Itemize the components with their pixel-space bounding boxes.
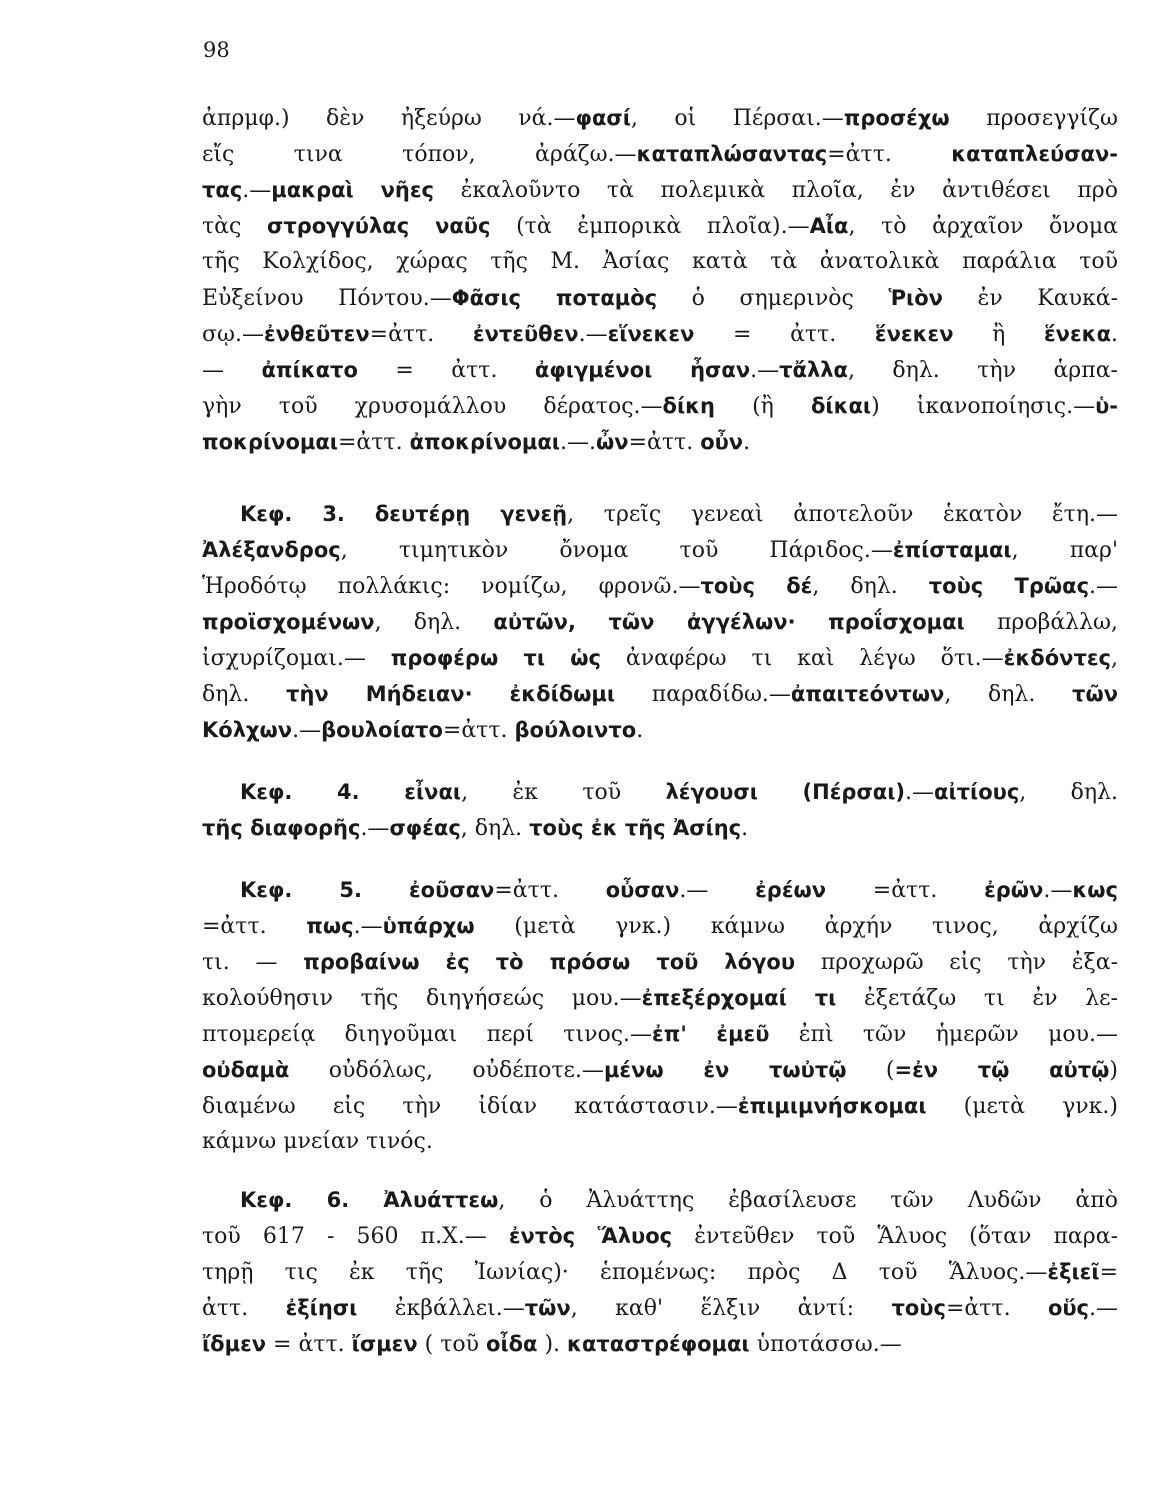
headword: μένω ἐν τωὐτῷ [603,1058,847,1082]
text-line [202,424,1118,460]
headword: αὐτῶν, τῶν ἀγγέλων· προΐσχομαι [493,610,965,634]
gloss-text: γὴν τοῦ χρυσομάλλου δέρατος.— [202,394,663,419]
headword: Κεφ. 4. εἶναι [240,780,462,804]
headword: οἶδα [486,1332,538,1356]
headword: στρογγύλας ναῦς [266,214,491,238]
gloss-text: . [1111,322,1118,347]
gloss-text: ἢ [953,322,1044,347]
gloss-text: τὰς [202,214,267,239]
gloss-text: =ἀττ. [494,878,606,903]
gloss-text: προσεγγίζω [949,106,1118,131]
gloss-text: ὁ σημερινὸς [657,286,889,311]
headword: ἴδμεν [202,1332,267,1356]
gloss-text: .— [1089,574,1118,599]
gloss-text: .— [1043,878,1073,903]
headword: ἀπίκατο [261,358,358,382]
gloss-text: = ἀττ. [694,322,875,347]
headword: τῆς διαφορῆς [202,816,361,840]
gloss-text: πτομερείᾳ διηγοῦμαι περί τινος.— [202,1022,653,1047]
gloss-text: εἴς τινα τόπον, ἀράζω.— [202,142,637,167]
headword: ἐπίσταμαι [892,538,1012,562]
gloss-text: τηρῇ τις ἐκ τῆς Ἰωνίας)· ἑπομένως: πρὸς Δ τοῦ Ἅλυος.— [202,1260,1048,1285]
glossary-section-chapter-3 [202,496,1118,748]
gloss-text: ἀπρμφ.) δὲν ἠξεύρω νά.— [202,106,576,131]
headword: ἐπεξέρχομαί τι [641,986,837,1010]
headword: Αἶα [809,214,849,238]
text-line [202,280,1118,316]
headword: προϊσχομένων [202,610,375,634]
text-line [202,640,1118,676]
headword: λέγουσι (Πέρσαι) [665,780,906,804]
gloss-text: .— [360,816,390,841]
gloss-text: ( τοῦ [417,1332,487,1357]
gloss-text: ἐκαλοῦντο τὰ πολεμικὰ πλοῖα, ἐν ἀντιθέσει πρὸ [434,178,1118,203]
text-line [202,100,1118,136]
headword: τοὺς [891,1296,946,1320]
text-line [202,388,1118,424]
headword: βούλοιντο [514,718,637,742]
gloss-text: κάμνω μνείαν τινός. [202,1129,433,1154]
headword: ἐξιεῖ [1047,1260,1100,1284]
text-line [202,980,1118,1016]
gloss-text: δηλ. [202,682,287,707]
text-line [202,496,1118,532]
headword: καταπλεύσαν- [951,142,1118,166]
gloss-text: (ἢ [715,394,811,419]
text-line [202,908,1118,944]
gloss-text: .— [750,358,780,383]
headword: οὐδαμὰ [202,1058,290,1082]
gloss-text: ἐξετάζω τι ἐν λε- [836,986,1118,1011]
gloss-text: =ἀττ. [337,430,410,455]
headword: Κόλχων [202,718,293,742]
headword: εἵνεκεν [607,322,695,346]
gloss-text: ) [1109,1058,1118,1083]
headword: τῶν [524,1296,571,1320]
gloss-text: τοῦ 617 - 560 π.Χ.— [202,1224,509,1249]
gloss-text: (μετὰ γνκ.) κάμνω ἀρχήν τινος, ἀρχίζω [474,914,1118,939]
text-line [202,1290,1118,1326]
text-line [202,604,1118,640]
headword: ἕνεκεν [874,322,954,346]
gloss-text: =ἀττ. [827,142,952,167]
text-line [202,1182,1118,1218]
gloss-text: προβάλλω, [964,610,1118,635]
headword: ἐρῶν [984,878,1044,902]
gloss-text: ἐκβάλλει.— [357,1296,525,1321]
gloss-text: =ἀττ. [202,914,307,939]
headword: πως [306,914,354,938]
gloss-text: (τὰ ἐμπορικὰ πλοῖα).— [490,214,810,239]
gloss-text: , δηλ. [944,682,1073,707]
headword: βουλοίατο [321,718,443,742]
gloss-text: =ἀττ. [945,1296,1048,1321]
gloss-text: , δηλ. [1019,780,1118,805]
gloss-text: ἀναφέρω τι καὶ λέγω ὅτι.— [600,646,1004,671]
headword: τἄλλα [779,358,848,382]
gloss-text: , παρ' [1011,538,1118,563]
gloss-text: .— [578,322,608,347]
text-line [202,872,1118,908]
gloss-text: ἐντεῦθεν τοῦ Ἅλυος (ὅταν παρα- [672,1224,1118,1249]
headword: κως [1072,878,1118,902]
headword: ὑπάρχω [382,914,475,938]
headword: ἀφιγμένοι ἦσαν [534,358,751,382]
text-line [202,1218,1118,1254]
headword: Ῥιὸν [888,286,943,310]
headword: ἐρέων [755,878,827,902]
gloss-text: Ἡροδότῳ πολλάκις: νομίζω, φρονῶ.— [202,574,701,599]
headword: σφέας [389,816,461,840]
headword: τὴν Μήδειαν· ἐκδίδωμι [286,682,616,706]
headword: ἐνθεῦτεν [263,322,370,346]
text-line [202,1124,1118,1160]
headword: ἴσμεν [351,1332,418,1356]
gloss-text: .— [1089,1296,1118,1321]
text-line [202,244,1118,280]
headword: ποκρίνομαι [202,430,338,454]
gloss-text: .—. [560,430,596,455]
headword: αἰτίους [934,780,1020,804]
gloss-text: διαμένω εἰς τὴν ἰδίαν κατάστασιν.— [202,1094,738,1119]
headword: ἐκδόντες [1003,646,1111,670]
text-line [202,676,1118,712]
text-line [202,208,1118,244]
glossary-section-intro [202,100,1118,460]
gloss-text: ἐν Καυκά- [942,286,1118,311]
text-line [202,1088,1118,1124]
headword: ἐντεῦθεν [472,322,579,346]
gloss-text: — [202,358,262,383]
gloss-text: . [743,430,751,455]
headword: τοὺς δέ [700,574,813,598]
headword: προφέρω τι ὡς [390,646,601,670]
headword: ἐπ' ἐμεῦ [652,1022,770,1046]
headword: ἐπιμιμνήσκομαι [737,1094,927,1118]
page-number: 98 [203,38,230,62]
gloss-text: (μετὰ γνκ.) [926,1094,1118,1119]
glossary-section-chapter-6 [202,1182,1118,1362]
headword: ἕνεκα [1043,322,1111,346]
gloss-text: =ἀττ. [442,718,515,743]
headword: Φᾶσις ποταμὸς [451,286,658,310]
headword: τοὺς ἐκ τῆς Ἀσίης [529,816,742,840]
gloss-text: = ἀττ. [266,1332,352,1357]
headword: ὑ- [1095,394,1118,418]
text-line [202,136,1118,172]
gloss-text: Εὐξείνου Πόντου.— [202,286,452,311]
headword: Κεφ. 5. ἐοῦσαν [240,878,495,902]
text-line [202,944,1118,980]
headword: καταπλώσαντας [636,142,828,166]
gloss-text: .— [905,780,935,805]
text-line [202,532,1118,568]
gloss-text: .— [292,718,322,743]
glossary-section-chapter-4 [202,774,1118,846]
headword: Κεφ. 3. δευτέρῃ γενεῇ [240,502,568,526]
gloss-text: , καθ' ἕλξιν ἀντί: [570,1296,892,1321]
glossary-section-chapter-5 [202,872,1118,1160]
text-line [202,568,1118,604]
gloss-text: , τὸ ἀρχαῖον ὄνομα [848,214,1118,239]
gloss-text: , [1110,646,1118,671]
text-line [202,172,1118,208]
gloss-text: , δηλ. τὴν ἁρπα- [847,358,1118,383]
gloss-text: παραδίδω.— [615,682,791,707]
gloss-text: ). [537,1332,568,1357]
headword: προσέχω [843,106,950,130]
headword: δίκαι [810,394,872,418]
text-line [202,316,1118,352]
gloss-text: . [636,718,644,743]
gloss-text: = ἀττ. [357,358,535,383]
text-line [202,810,1118,846]
text-line [202,1254,1118,1290]
text-line [202,352,1118,388]
gloss-text: ) ἱκανοποίησις.— [871,394,1096,419]
text-line [202,774,1118,810]
gloss-text: , τιμητικὸν ὄνομα τοῦ Πάριδος.— [340,538,893,563]
headword: οὖσαν [605,878,680,902]
gloss-text: =ἀττ. [628,430,701,455]
gloss-text: , ὁ Ἀλυάττης ἐβασίλευσε τῶν Λυδῶν ἀπὸ [498,1188,1118,1213]
gloss-text: ἀττ. [202,1296,286,1321]
gloss-text: , οἱ Πέρσαι.— [630,106,844,131]
gloss-text: ὑποτάσσω.— [749,1332,902,1357]
headword: τοὺς Τρῶας [928,574,1090,598]
headword: καταστρέφομαι [567,1332,750,1356]
gloss-text: ἐπὶ τῶν ἡμερῶν μου.— [769,1022,1118,1047]
headword: ἀποκρίνομαι [409,430,560,454]
gloss-text: . [741,816,749,841]
gloss-text: .— [679,878,756,903]
headword: οὕς [1047,1296,1090,1320]
headword: φασί [575,106,631,130]
headword: ἀπαιτεόντων [790,682,945,706]
headword: μακραὶ νῆες [271,178,434,202]
gloss-text: =ἀττ. [826,878,985,903]
text-line [202,1326,1118,1362]
gloss-text: , δηλ. [374,610,494,635]
headword: Κεφ. 6. Ἀλυάττεω [240,1188,499,1212]
gloss-text: σῳ.— [202,322,264,347]
headword: τας [202,178,243,202]
headword: ἐντὸς Ἅλυος [508,1224,673,1248]
gloss-text: , δηλ. [812,574,929,599]
text-line [202,1052,1118,1088]
headword: Ἀλέξανδρος [202,538,341,562]
gloss-text: οὐδόλως, οὐδέποτε.— [289,1058,604,1083]
headword: οὖν [700,430,744,454]
gloss-text: .— [353,914,383,939]
gloss-text: προχωρῶ εἰς τὴν ἐξα- [795,950,1118,975]
headword: δίκη [662,394,715,418]
gloss-text: =ἀττ. [369,322,473,347]
headword: τῶν [1072,682,1118,706]
gloss-text: ἰσχυρίζομαι.— [202,646,391,671]
gloss-text: κολούθησιν τῆς διηγήσεώς μου.— [202,986,642,1011]
gloss-text: τι. — [202,950,304,975]
gloss-text: .— [242,178,272,203]
gloss-text: , ἐκ τοῦ [461,780,666,805]
gloss-text: , δηλ. [460,816,530,841]
headword: ἐξίησι [285,1296,358,1320]
headword: ὦν [596,430,629,454]
gloss-text: , τρεῖς γενεαὶ ἀποτελοῦν ἑκατὸν ἔτη.— [567,502,1118,527]
gloss-text: τῆς Κολχίδος, χώρας τῆς Μ. Ἀσίας κατὰ τὰ ἀνατολικὰ παράλια τοῦ [202,249,1118,274]
text-line [202,1016,1118,1052]
gloss-text: ( [846,1058,895,1083]
headword: =ἐν τῷ αὐτῷ [894,1058,1110,1082]
text-line [202,712,1118,748]
gloss-text: = [1099,1260,1118,1285]
headword: προβαίνω ἐς τὸ πρόσω τοῦ λόγου [303,950,796,974]
